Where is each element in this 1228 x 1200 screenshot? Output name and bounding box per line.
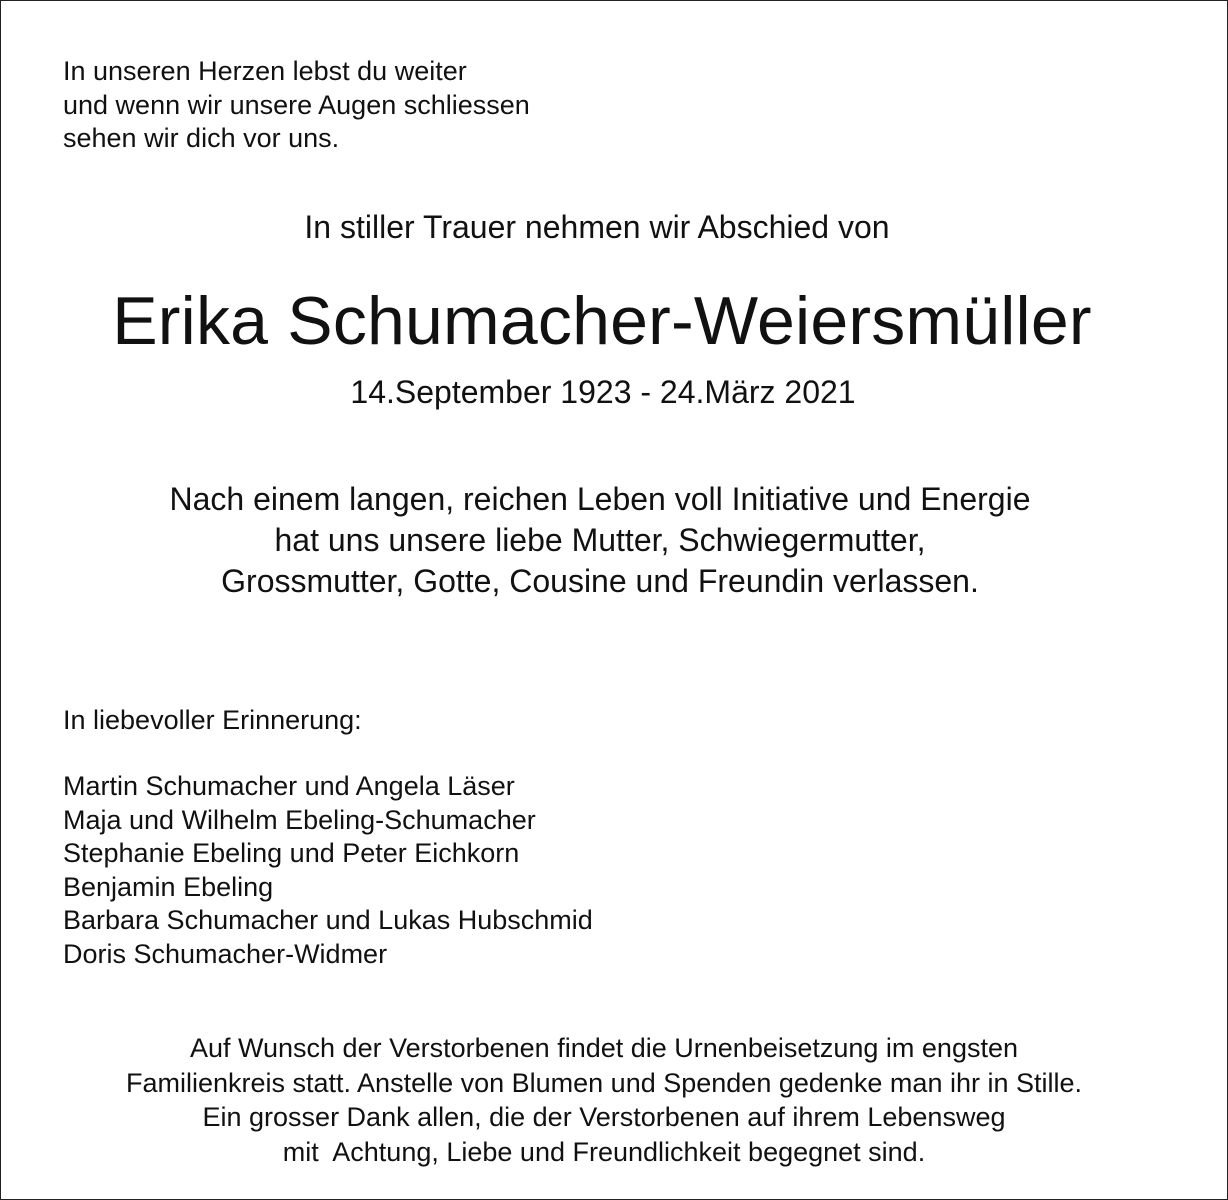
life-dates: 14.September 1923 - 24.März 2021 <box>350 374 856 410</box>
mourner-item: Stephanie Ebeling und Peter Eichkorn <box>63 838 520 869</box>
poem-line: und wenn wir unsere Augen schliessen <box>63 89 530 120</box>
mourner-item: Martin Schumacher und Angela Läser <box>63 771 515 801</box>
poem-line: In unseren Herzen lebst du weiter <box>63 56 467 86</box>
notice-line: Auf Wunsch der Verstorbenen findet die Urnenbeisetzung im engsten <box>189 1033 1018 1063</box>
memory-heading: In liebevoller Erinnerung: <box>63 705 362 735</box>
mourner-item: Benjamin Ebeling <box>63 871 274 902</box>
tribute-line: Nach einem langen, reichen Leben voll Initiative und Energie <box>169 481 1031 517</box>
notice-line: mit Achtung, Liebe und Freundlichkeit begegnet sind. <box>282 1136 926 1167</box>
poem <box>63 55 530 156</box>
tribute-line: Grossmutter, Gotte, Cousine und Freundin verlassen. <box>221 563 979 599</box>
notice-line: Familienkreis statt. Anstelle von Blumen und Spenden gedenke man ihr in Stille. <box>125 1067 1083 1098</box>
mourner-item: Barbara Schumacher und Lukas Hubschmid <box>63 905 593 936</box>
tribute-text <box>1 479 1199 602</box>
tribute-line: hat uns unsere liebe Mutter, Schwiegermutter, <box>274 522 926 558</box>
notice-line: Ein grosser Dank allen, die der Verstorbenen auf ihrem Lebensweg <box>202 1102 1006 1132</box>
intro-text: In stiller Trauer nehmen wir Abschied von <box>304 209 890 245</box>
mourner-item: Maja und Wilhelm Ebeling-Schumacher <box>63 804 536 835</box>
mourners-list <box>63 770 593 972</box>
poem-line: sehen wir dich vor uns. <box>63 123 340 153</box>
funeral-notice <box>1 1031 1207 1169</box>
mourner-item: Doris Schumacher-Widmer <box>63 938 388 969</box>
deceased-name: Erika Schumacher-Weiersmüller <box>112 283 1092 359</box>
